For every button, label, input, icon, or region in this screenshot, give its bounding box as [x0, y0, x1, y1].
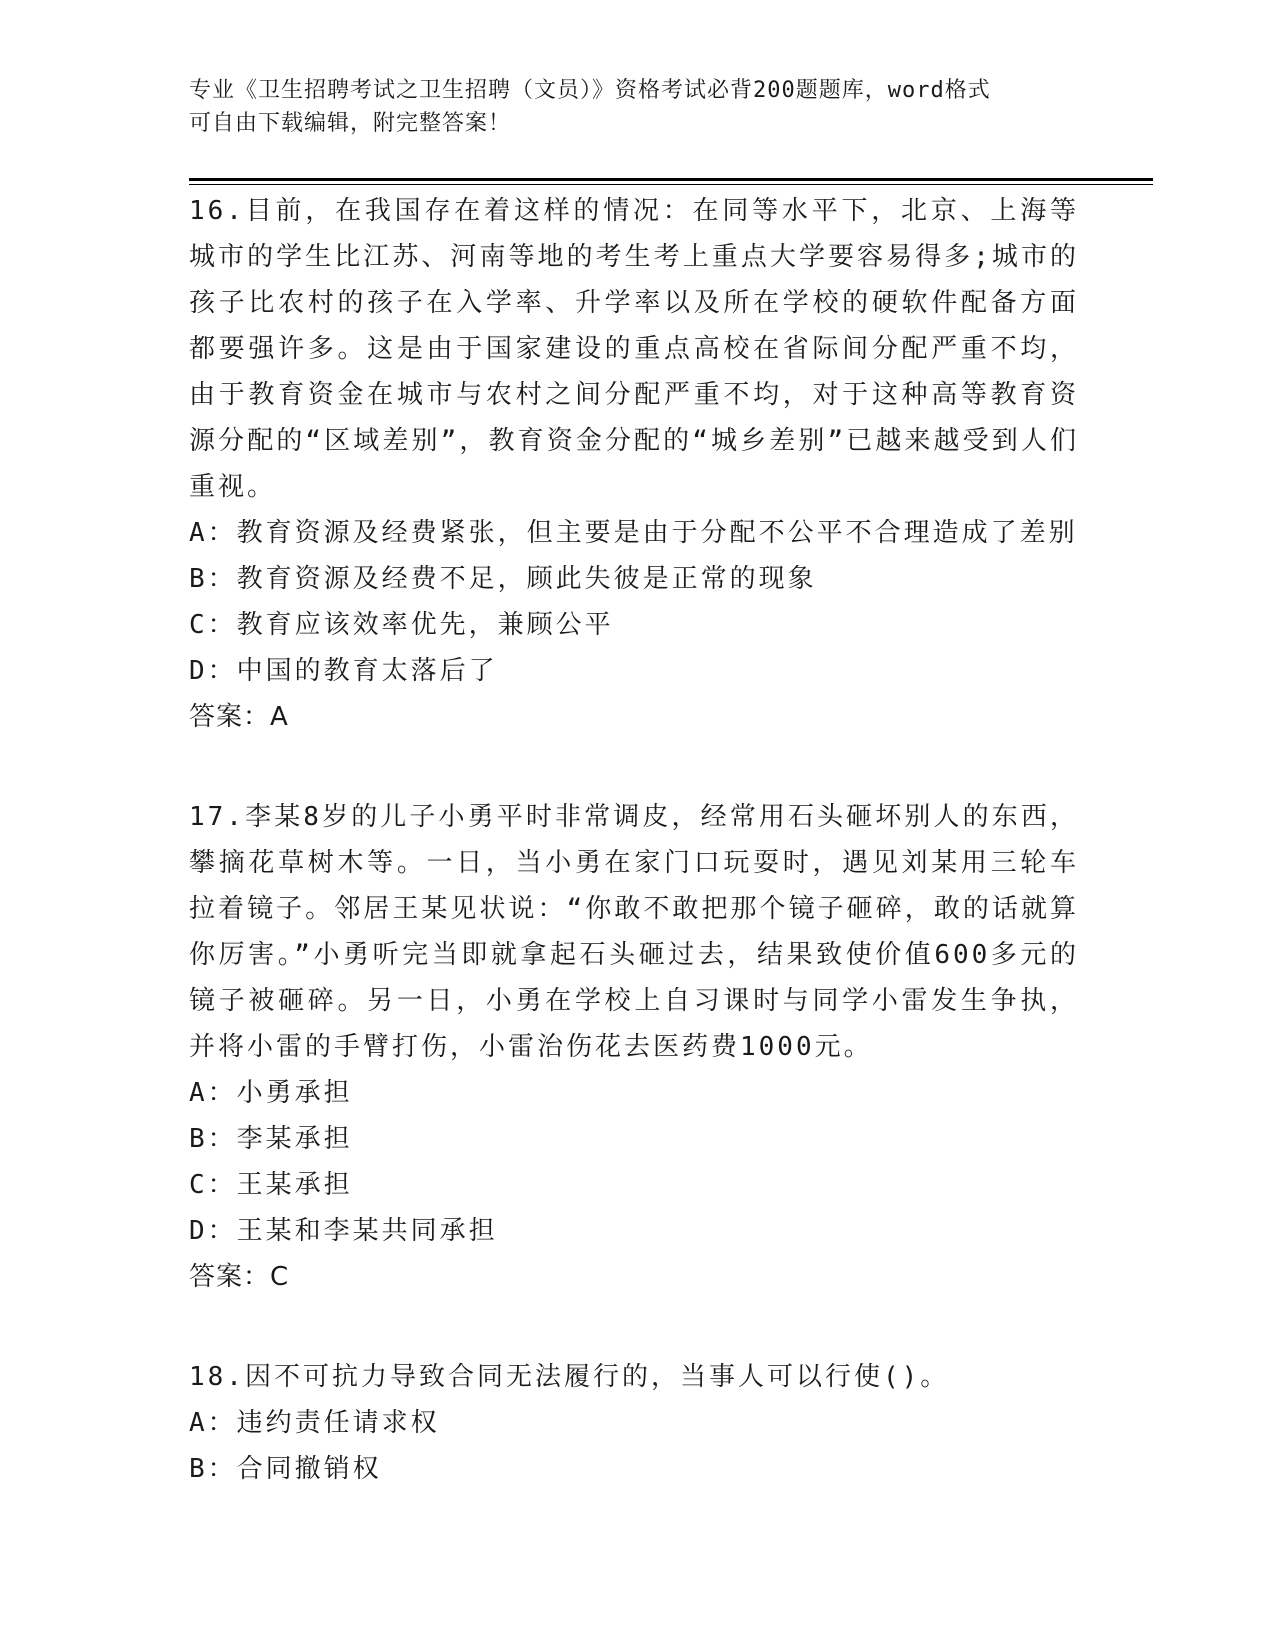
header-rule-thick — [189, 178, 1153, 181]
option-c: C：教育应该效率优先，兼顾公平 — [189, 610, 614, 640]
option-b: B：教育资源及经费不足，顾此失彼是正常的现象 — [189, 564, 817, 594]
header-line-1: 专业《卫生招聘考试之卫生招聘（文员）》资格考试必背200题题库，word格式 — [189, 78, 991, 103]
option-c: C：王某承担 — [189, 1170, 353, 1200]
option-a: A：小勇承担 — [189, 1078, 353, 1108]
question-stem: 18.因不可抗力导致合同无法履行的，当事人可以行使()。 — [189, 1362, 950, 1392]
document-header — [189, 74, 1089, 140]
answer-label: 答案：C — [189, 1262, 290, 1292]
question-18 — [189, 1354, 1079, 1492]
question-stem: 17.李某8岁的儿子小勇平时非常调皮，经常用石头砸坏别人的东西，攀摘花草树木等。一日，当小勇在家门口玩耍时，遇见刘某用三轮车拉着镜子。邻居王某见状说：“你敢不敢把那个镜子砸碎，敢的话就算你厉害。”小勇听完当即就拿起石头砸过去，结果致使价值600多元的镜子被砸碎。另一日，小勇在学校上自习课时与同学小雷发生争执，并将小雷的手臂打伤，小雷治伤花去医药费1000元。 — [189, 802, 1079, 1062]
option-b: B：合同撤销权 — [189, 1454, 382, 1484]
option-d: D：中国的教育太落后了 — [189, 656, 498, 686]
question-list — [189, 188, 1079, 1492]
question-spacer — [189, 1300, 1079, 1354]
question-stem: 16.目前，在我国存在着这样的情况：在同等水平下，北京、上海等城市的学生比江苏、河南等地的考生考上重点大学要容易得多;城市的孩子比农村的孩子在入学率、升学率以及所在学校的硬软件配备方面都要强许多。这是由于国家建设的重点高校在省际间分配严重不均，由于教育资金在城市与农村之间分配严重不均，对于这种高等教育资源分配的“区域差别”，教育资金分配的“城乡差别”已越来越受到人们重视。 — [189, 196, 1079, 502]
header-line-2: 可自由下载编辑，附完整答案！ — [189, 111, 512, 136]
option-a: A：教育资源及经费紧张，但主要是由于分配不公平不合理造成了差别 — [189, 518, 1078, 548]
answer-label: 答案：A — [189, 702, 289, 732]
option-b: B：李某承担 — [189, 1124, 353, 1154]
header-rule-thin — [189, 184, 1153, 185]
question-17 — [189, 794, 1079, 1300]
question-16 — [189, 188, 1079, 740]
option-a: A：违约责任请求权 — [189, 1408, 440, 1438]
option-d: D：王某和李某共同承担 — [189, 1216, 498, 1246]
question-spacer — [189, 740, 1079, 794]
